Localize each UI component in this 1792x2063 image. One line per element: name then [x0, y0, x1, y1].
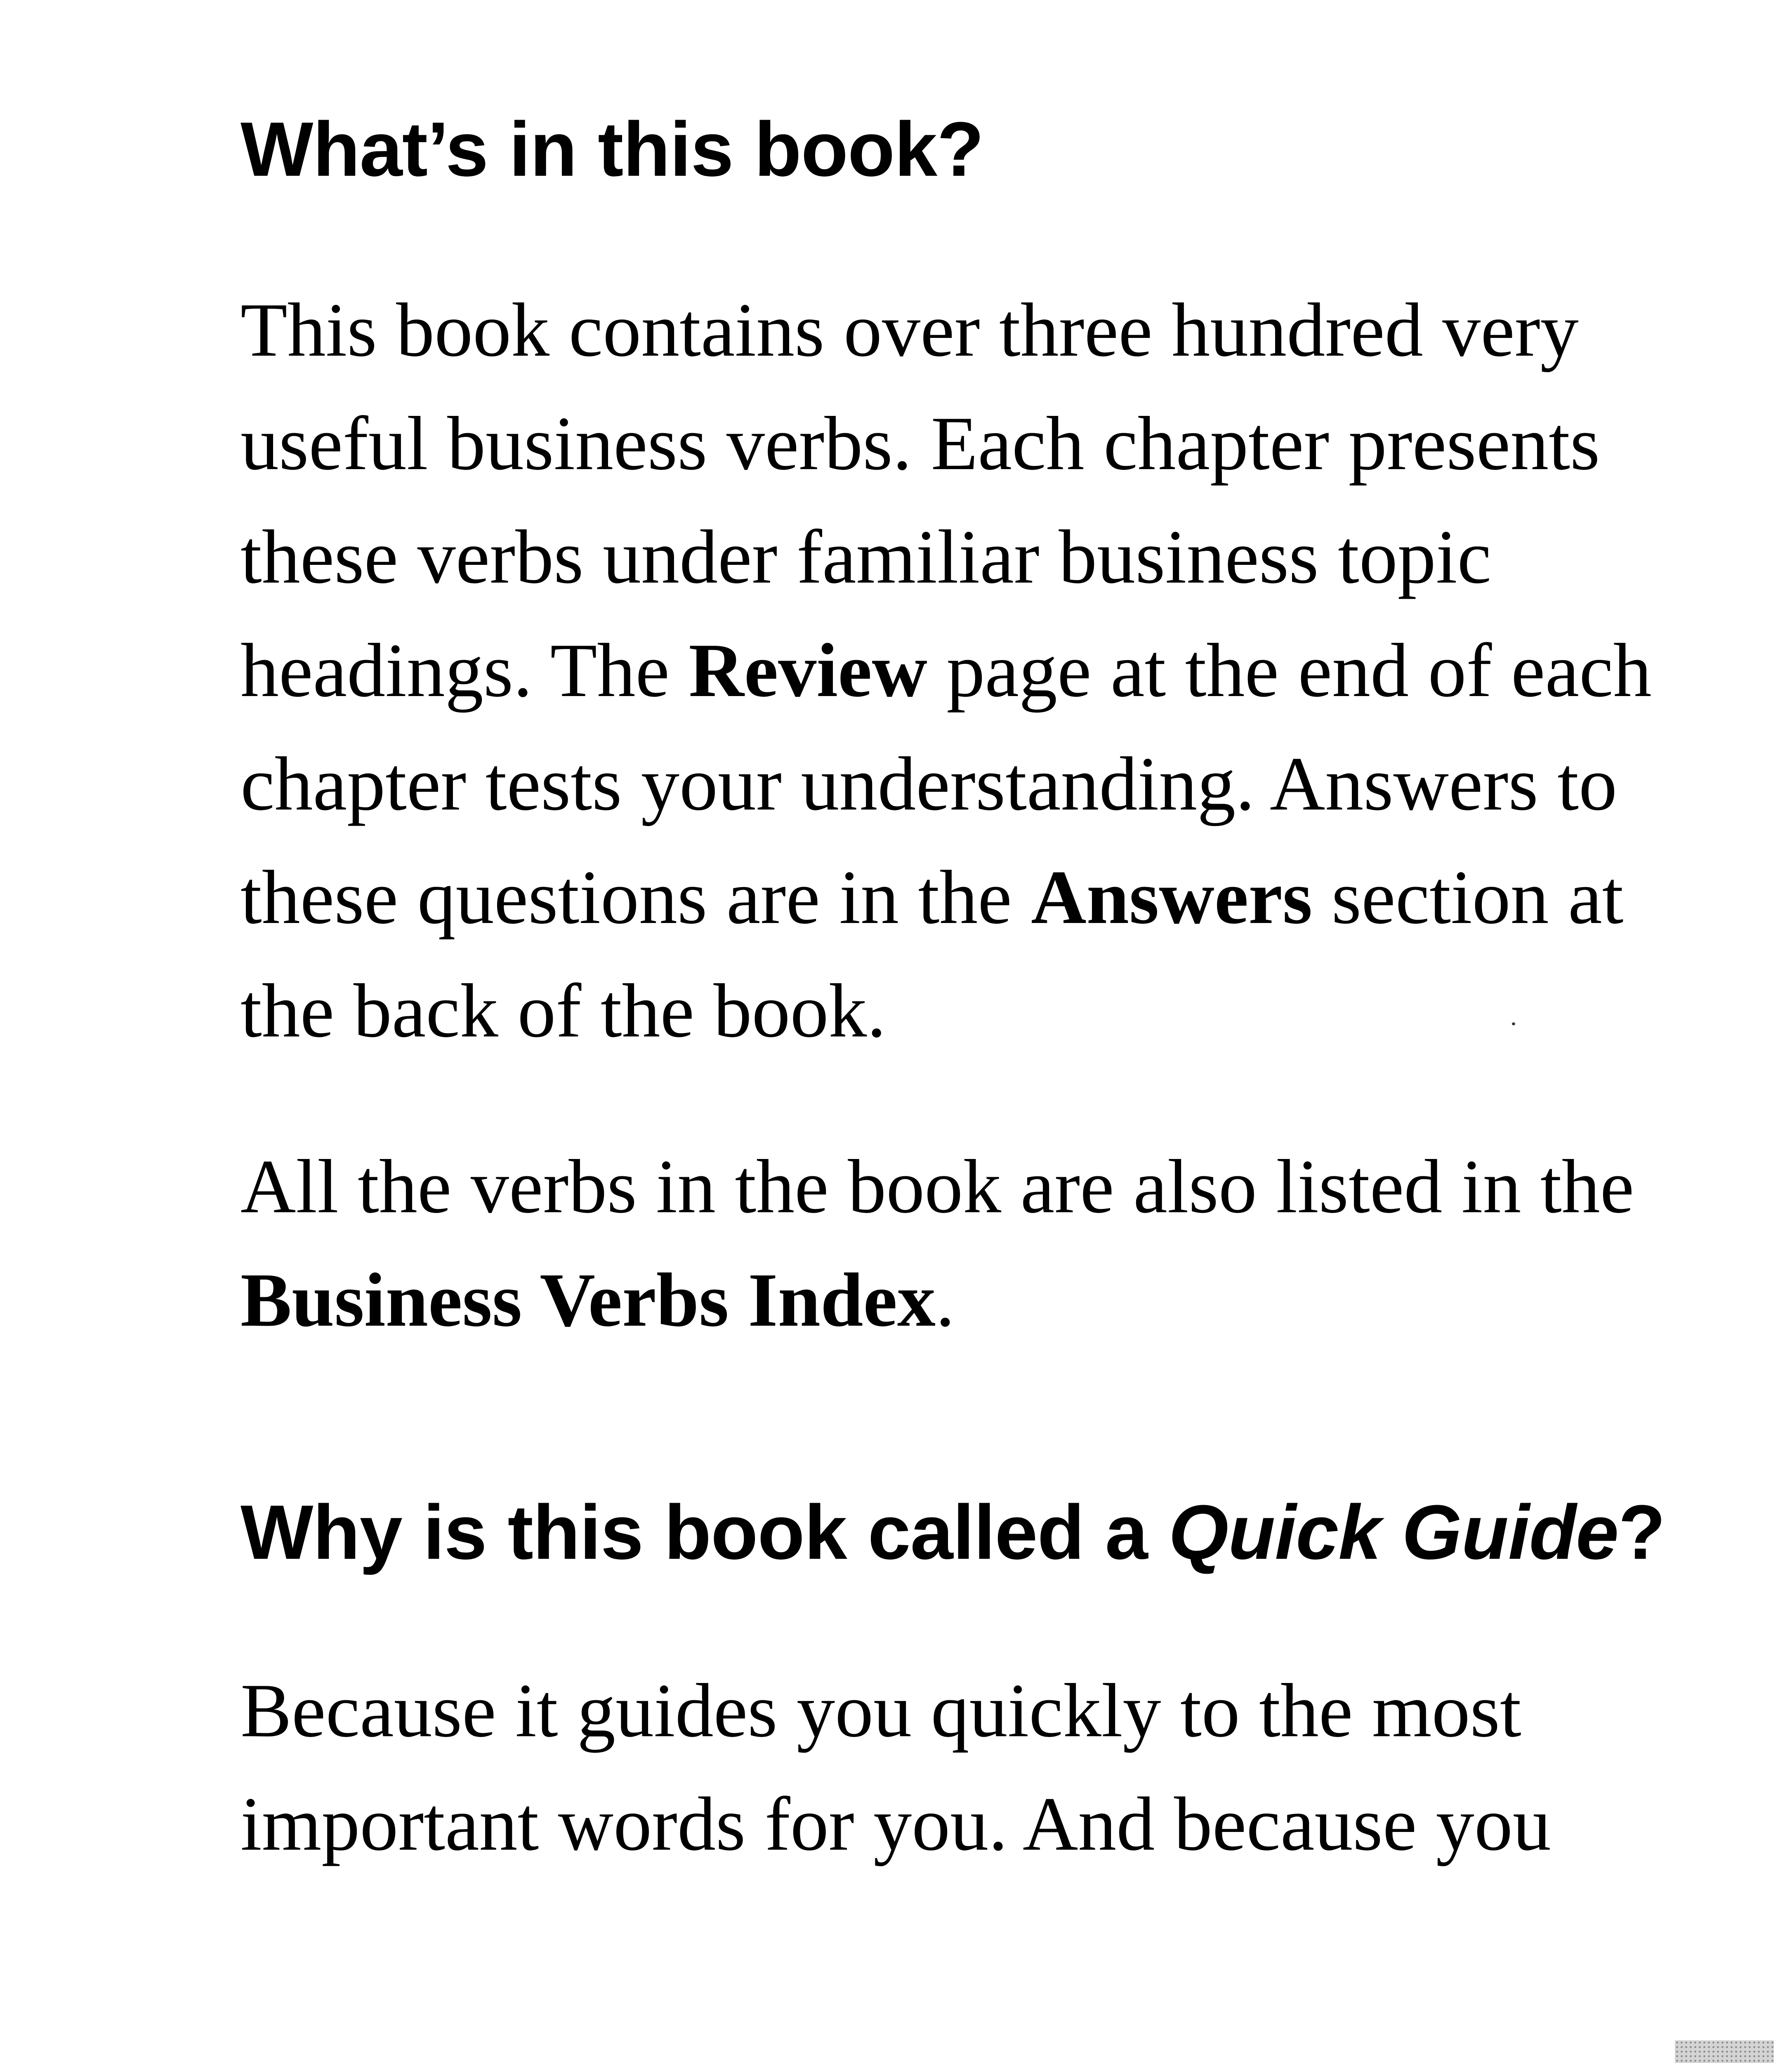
text-line: these questions are in the Answers section at — [241, 855, 1624, 940]
text-line: This book contains over three hundred very — [241, 288, 1579, 373]
text-line: Business Verbs Index. — [241, 1258, 955, 1343]
heading-suffix: ? — [1618, 1489, 1665, 1575]
text-line: useful business verbs. Each chapter presents — [241, 401, 1600, 486]
text-line: All the verbs in the book are also listed in the — [241, 1144, 1634, 1229]
paragraph-verbs-index — [241, 1130, 1775, 1357]
paragraph-quick-guide-reason — [241, 1654, 1775, 1881]
text-line: Because it guides you quickly to the most — [241, 1668, 1521, 1753]
text-line: chapter tests your understanding. Answers to — [241, 741, 1618, 826]
bold-term: Business Verbs Index — [241, 1258, 936, 1343]
text-line: the back of the book. — [241, 968, 887, 1053]
page-number-tab — [1675, 2040, 1774, 2063]
text-line: important words for you. And because you — [241, 1782, 1551, 1867]
scan-speck — [1512, 1022, 1515, 1025]
heading-italic-title: Quick Guide — [1168, 1489, 1619, 1575]
text-line: these verbs under familiar business topic — [241, 515, 1492, 600]
bold-term: Answers — [1031, 855, 1313, 940]
section-heading-whats-in-this-book: What’s in this book? — [241, 106, 984, 192]
section-heading-why-quick-guide — [241, 1489, 1665, 1575]
heading-prefix: Why is this book called a — [241, 1489, 1169, 1575]
text-line: headings. The Review page at the end of each — [241, 628, 1652, 713]
paragraph-book-contents — [241, 274, 1775, 1068]
bold-term: Review — [689, 628, 927, 713]
